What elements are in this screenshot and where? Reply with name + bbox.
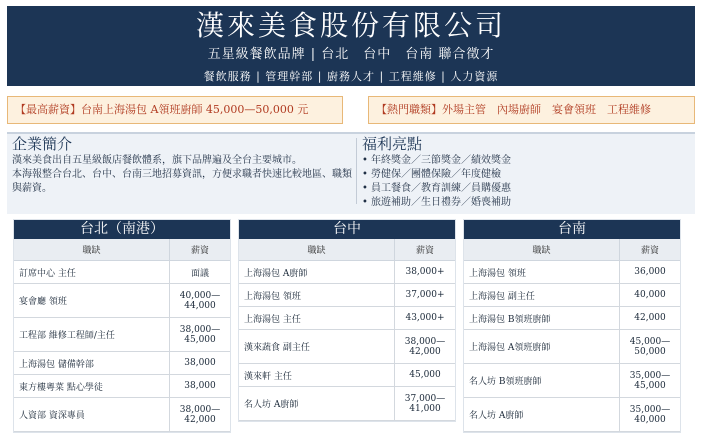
table-row — [239, 330, 455, 364]
job-salary: 42,000 — [620, 307, 681, 330]
job-salary: 36,000 — [620, 261, 681, 284]
job-salary: 35,000—40,000 — [620, 398, 681, 432]
job-salary: 37,000—41,000 — [395, 387, 456, 421]
intro-paragraph: 本海報整合台北、台中、台南三地招募資訊，方便求職者快速比較地區、職類與薪資。 — [12, 169, 352, 194]
department-list: 餐飲服務 | 管理幹部 | 廚務人才 | 工程維修 | 人力資源 — [203, 70, 499, 83]
top-salary-banner: 【最高薪資】台南上海湯包 A領班廚師 45,000—50,000 元 — [7, 96, 343, 124]
benefit-item: • 旅遊補助／生日禮券／婚喪補助 — [362, 196, 692, 210]
region-table-2 — [464, 220, 680, 432]
job-salary: 45,000—50,000 — [620, 330, 681, 364]
table-row — [14, 261, 230, 284]
job-position: 漢來軒 主任 — [239, 364, 395, 387]
job-position: 上海湯包 副主任 — [464, 284, 620, 307]
region-title: 台中 — [239, 220, 455, 239]
job-salary: 40,000 — [620, 284, 681, 307]
table-row — [14, 318, 230, 352]
poster-header — [7, 6, 695, 86]
job-salary: 43,000+ — [395, 307, 456, 330]
table-row — [239, 261, 455, 284]
company-subtitle: 五星級餐飲品牌 | 台北 台中 台南 聯合徵才 — [207, 47, 495, 62]
intro-panel — [7, 132, 695, 214]
hot-jobs-banner: 【熱門職類】外場主管 內場廚師 宴會領班 工程維修 — [368, 96, 695, 124]
table-row — [464, 330, 680, 364]
jobs-table — [239, 239, 455, 421]
job-position: 上海湯包 領班 — [464, 261, 620, 284]
job-position: 上海湯包 B領班廚師 — [464, 307, 620, 330]
region-title: 台南 — [464, 220, 680, 239]
job-salary: 45,000 — [395, 364, 456, 387]
table-row — [239, 387, 455, 421]
jobs-table — [464, 239, 680, 432]
benefit-item: • 年終獎金／三節獎金／績效獎金 — [362, 154, 692, 168]
table-row — [239, 307, 455, 330]
region-table-0 — [14, 220, 230, 432]
job-salary: 38,000—42,000 — [170, 398, 231, 432]
benefits-section — [362, 134, 692, 210]
benefits-title: 福利亮點 — [362, 135, 423, 153]
job-salary: 38,000—42,000 — [395, 330, 456, 364]
benefits-list — [362, 154, 692, 210]
table-row — [14, 375, 230, 398]
intro-paragraph: 漢來美食出自五星級飯店餐飲體系，旗下品牌遍及全台主要城市。 — [12, 155, 302, 166]
company-title: 漢來美食股份有限公司 — [195, 9, 506, 42]
benefit-item: • 員工餐食／教育訓練／員購優惠 — [362, 182, 692, 196]
table-row — [14, 352, 230, 375]
table-row — [239, 364, 455, 387]
salary-column-header: 薪資 — [170, 239, 231, 261]
position-column-header: 職缺 — [14, 239, 170, 261]
table-row — [464, 398, 680, 432]
position-column-header: 職缺 — [239, 239, 395, 261]
job-salary: 38,000 — [170, 375, 231, 398]
job-position: 上海湯包 領班 — [239, 284, 395, 307]
job-position: 上海湯包 A領班廚師 — [464, 330, 620, 364]
job-salary: 38,000 — [170, 352, 231, 375]
salary-column-header: 薪資 — [620, 239, 681, 261]
intro-title: 企業簡介 — [12, 135, 73, 153]
table-row — [14, 284, 230, 318]
job-position: 訂席中心 主任 — [14, 261, 170, 284]
job-position: 工程部 維修工程師/主任 — [14, 318, 170, 352]
table-row — [464, 261, 680, 284]
table-row — [464, 307, 680, 330]
job-salary: 38,000+ — [395, 261, 456, 284]
region-title: 台北（南港） — [14, 220, 230, 239]
job-salary: 38,000—45,000 — [170, 318, 231, 352]
job-position: 名人坊 A廚師 — [239, 387, 395, 421]
benefit-item: • 勞健保／團體保險／年度健檢 — [362, 168, 692, 182]
job-salary: 37,000+ — [395, 284, 456, 307]
company-intro — [12, 134, 352, 196]
job-position: 上海湯包 儲備幹部 — [14, 352, 170, 375]
table-row — [239, 284, 455, 307]
jobs-table — [14, 239, 230, 432]
job-position: 名人坊 A廚師 — [464, 398, 620, 432]
job-position: 宴會廳 領班 — [14, 284, 170, 318]
position-column-header: 職缺 — [464, 239, 620, 261]
table-row — [464, 364, 680, 398]
table-row — [464, 284, 680, 307]
region-table-1 — [239, 220, 455, 421]
table-row — [14, 398, 230, 432]
job-position: 上海湯包 A廚師 — [239, 261, 395, 284]
job-salary: 35,000—45,000 — [620, 364, 681, 398]
job-salary: 面議 — [170, 261, 231, 284]
job-position: 漢來蔬食 副主任 — [239, 330, 395, 364]
salary-column-header: 薪資 — [395, 239, 456, 261]
job-position: 名人坊 B領班廚師 — [464, 364, 620, 398]
job-position: 東方樓粵菜 點心學徒 — [14, 375, 170, 398]
job-position: 上海湯包 主任 — [239, 307, 395, 330]
job-position: 人資部 資深專員 — [14, 398, 170, 432]
job-salary: 40,000—44,000 — [170, 284, 231, 318]
